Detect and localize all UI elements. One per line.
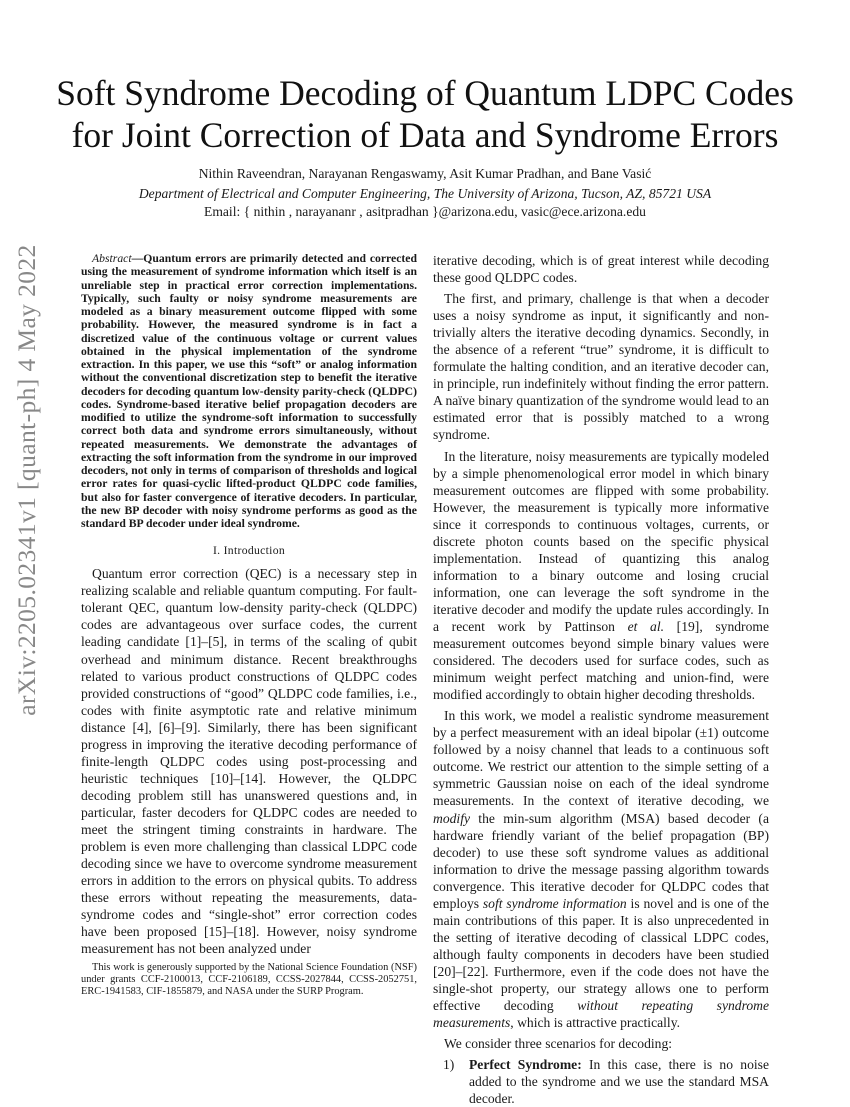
- paragraph-scenarios: We consider three scenarios for decoding:: [444, 1036, 673, 1052]
- intro-paragraph-1: Quantum error correction (QEC) is a necessary step in realizing scalable and reliable quantum computing. For fault-tolerant QEC, quantum low-density parity-check (QLDPC) codes are advantageous over surface codes, the current leading candidate [1]–[5], in terms of the scaling of qubit overhead and minimum distance. Recent breakthroughs related to various product constructions of QLDPC codes provided constructions of “good” QLDPC code families, i.e., codes with finite asymptotic rate and relative minimum distance [4], [6]–[9]. Similarly, there has been significant progress in improving the iterative decoding performance of finite-length QLDPC codes using post-processing and heuristic techniques [10]–[14]. However, the QLDPC decoding problem still has unanswered questions and, in particular, faster decoders for QLDPC codes are needed to meet the stringent timing constraints in hardware. The problem is even more challenging than classical LDPC code decoding since we have to overcome syndrome measurement errors in addition to the errors on physical qubits. To address these errors without repeating the measurements, data-syndrome codes and “single-shot” error correction codes have been proposed [15]–[18]. However, noisy syndrome measurement has not been analyzed under: [81, 566, 417, 957]
- this-work-text-d: , which is attractive practically.: [510, 1015, 681, 1031]
- author-list: Nithin Raveendran, Narayanan Rengaswamy, Asit Kumar Pradhan, and Bane Vasić: [198, 166, 652, 181]
- title-line-2: for Joint Correction of Data and Syndrome Errors: [71, 115, 779, 155]
- paragraph-challenges: The first, and primary, challenge is that when a decoder uses a noisy syndrome as input, it significantly and non-trivially alters the iterative decoding dynamics. Secondly, in the absence of a referent “true” syndrome, it is difficult to formulate the halting condition, and an iterative decoder can, in principle, run indefinitely without finding the error pattern. A naïve binary quantization of the syndrome would lead to an estimated error that is possibly matched to a wrong syndrome.: [433, 291, 769, 443]
- enum-item-label: Perfect Syndrome:: [469, 1057, 582, 1073]
- literature-text-a: In the literature, noisy measurements are typically modeled by a simple phenomenological error model in which binary measurement outcomes are flipped with some probability. However, the measurement is typically more informative since it corresponds to continuous voltages, currents, or discrete photon counts based on the specific physical implementation. Instead of quantizing this analog information to a binary outcome and losing crucial information, one can leverage the soft syndrome in the iterative decoder and modify the update rules accordingly. In a recent work by Pattinson: [433, 448, 769, 634]
- modify-emphasis: modify: [433, 810, 470, 826]
- affiliation: Department of Electrical and Computer Engineering, The University of Arizona, Tucson, AZ, 85721 USA: [138, 186, 712, 201]
- enum-item-body: In this case, there is no noise added to the syndrome and we use the standard MSA decoder.: [469, 1057, 769, 1107]
- enum-item-number: 1): [443, 1057, 455, 1073]
- title-line-1: Soft Syndrome Decoding of Quantum LDPC Codes: [56, 73, 794, 113]
- paragraph-this-work: [433, 707, 769, 1031]
- funding-footnote: This work is generously supported by the National Science Foundation (NSF) under grants CCF-2100013, CCF-2106189, CCSS-2027844, CCSS-2052751, ERC-1941583, CIF-1855879, and NASA under the SURP Program.: [81, 962, 417, 997]
- abstract-text: —Quantum errors are primarily detected and corrected using the measurement of syndrome information which itself is an unreliable step in practical error correction implementations. Typically, such faulty or noisy syndrome measurements are modeled as a binary measurement outcome flipped with some probability. However, the measured syndrome is in fact a discretized value of the continuous voltage or current values obtained in the physical implementation of the syndrome extraction. In this paper, we use this “soft” or analog information without the conventional discretization step to benefit the iterative decoders for decoding quantum low-density parity-check (QLDPC) codes. Syndrome-based iterative belief propagation decoders are modified to utilize the syndrome-soft information to successfully correct both data and syndrome errors simultaneously, without repeated measurements. We demonstrate the advantages of extracting the soft information from the syndrome in our improved decoders, not only in terms of comparison of thresholds and logical error rates for quasi-cyclic lifted-product QLDPC code families, but also for faster convergence of iterative decoders. In particular, the new BP decoder with noisy syndrome performs as good as the standard BP decoder under ideal syndrome.: [81, 252, 417, 530]
- abstract-label: Abstract: [92, 252, 132, 265]
- paragraph-literature: [433, 448, 769, 704]
- this-work-text-a: In this work, we model a realistic syndrome measurement by a perfect measurement with an ideal bipolar (±1) outcome followed by a noisy channel that leads to a continuous soft outcome. We restrict our attention to the simple setting of a symmetric Gaussian noise on each of the ideal syndrome measurements. In the context of iterative decoding, we: [433, 708, 769, 809]
- this-work-text-c: is novel and is one of the main contributions of this paper. It is also unprecedented in the setting of iterative decoding of classical LDPC codes, although faulty components in decoders have been studied [20]–[22]. Furthermore, even if the code does not have the single-shot property, our strategy allows one to perform effective decoding: [433, 895, 769, 1014]
- section-heading-introduction: I. Introduction: [212, 544, 285, 558]
- arxiv-identifier: arXiv:2205.02341v1 [quant-ph] 4 May 2022: [12, 244, 41, 716]
- et-al: et al.: [627, 618, 665, 634]
- enum-item-text: [469, 1056, 769, 1107]
- abstract: [81, 252, 417, 530]
- paper-title: [40, 72, 810, 156]
- continued-paragraph: iterative decoding, which is of great interest while decoding these good QLDPC codes.: [433, 253, 769, 286]
- no-repeat-emphasis: without repeating syndrome measurements: [433, 998, 770, 1031]
- left-column: [81, 252, 417, 961]
- enum-item-1: [433, 1056, 769, 1107]
- literature-text-b: [19], syndrome measurement outcomes beyond simple binary values were considered. The decoders used for surface codes, such as minimum weight perfect matching and union-find, were modified accordingly to obtain higher decoding thresholds.: [433, 618, 769, 703]
- this-work-text-b: the min-sum algorithm (MSA) based decoder (a hardware friendly variant of the belief propagation (BP) decoder) to use these soft syndrome values as additional information to drive the message passing algorithm towards convergence. This iterative decoder for QLDPC codes that employs: [433, 810, 769, 911]
- email-line: Email: { nithin , narayananr , asitpradhan }@arizona.edu, vasic@ece.arizona.edu: [204, 204, 646, 219]
- soft-syndrome-emphasis: soft syndrome information: [482, 895, 627, 911]
- right-column: [433, 252, 769, 1107]
